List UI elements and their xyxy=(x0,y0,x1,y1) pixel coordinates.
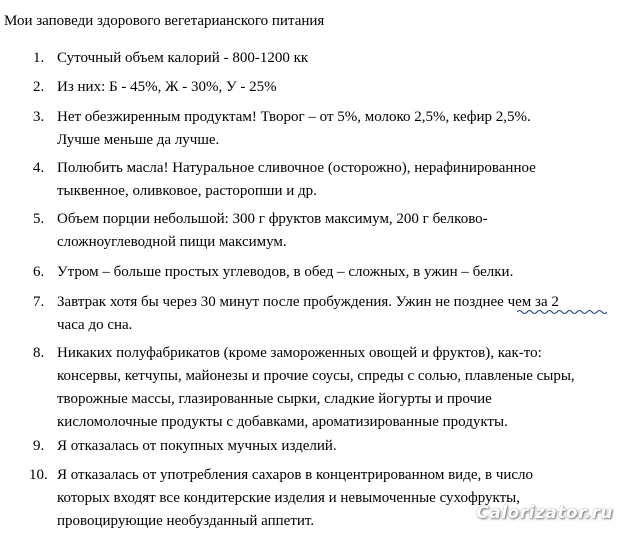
list-item-text xyxy=(57,261,622,284)
list-item-line: творожные массы, глазированные сырки, сладкие йогурты и прочие xyxy=(57,391,492,407)
list-item-line: которых входят все кондитерские изделия и невымоченные сухофрукты, xyxy=(57,490,520,506)
list-item-line: Никаких полуфабрикатов (кроме замороженных овощей и фруктов), как-то: xyxy=(57,345,542,361)
list-item-line: Я отказалась от покупных мучных изделий. xyxy=(57,438,337,454)
list-item-line: часа до сна. xyxy=(57,317,133,333)
list-item-number: 2. xyxy=(33,79,45,95)
list-item-line: провоцирующие необузданный аппетит. xyxy=(57,513,315,529)
watermark-logo: Calorizator.ru xyxy=(476,503,613,523)
list-item-line: Полюбить масла! Натуральное сливочное (осторожно), нерафинированное xyxy=(57,160,536,176)
list-item-line: сложноуглеводной пищи максимум. xyxy=(57,234,287,250)
list-item-number: 4. xyxy=(33,160,45,176)
list-item-line: Я отказалась от употребления сахаров в концентрированном виде, в число xyxy=(57,467,534,483)
spellcheck-underline xyxy=(517,309,607,315)
list-item-text xyxy=(57,342,622,434)
document-title: Мои заповеди здорового вегетарианского питания xyxy=(4,13,325,29)
list-item-number: 5. xyxy=(33,211,45,227)
list-item-line: тыквенное, оливковое, расторопши и др. xyxy=(57,183,317,199)
list-item-line: Завтрак хотя бы через 30 минут после пробуждения. Ужин не позднее чем за 2 xyxy=(57,294,559,310)
list-item-text xyxy=(57,106,622,152)
list-item-number: 6. xyxy=(33,264,45,280)
list-item-line: консервы, кетчупы, майонезы и прочие соусы, спреды с солью, плавленые сыры, xyxy=(57,368,575,384)
list-item-number: 3. xyxy=(33,109,45,125)
list-item-number: 7. xyxy=(33,294,45,310)
list-item-number: 9. xyxy=(33,438,45,454)
spellcheck-underline-wave xyxy=(517,311,607,314)
list-item-line: Из них: Б - 45%, Ж - 30%, У - 25% xyxy=(57,79,277,95)
list-item-text xyxy=(57,208,622,254)
list-item-text xyxy=(57,291,622,337)
list-item-number: 10. xyxy=(29,467,48,483)
list-item-line: кисломолочные продукты с добавками, ароматизированные продукты. xyxy=(57,414,508,430)
list-item-line: Лучше меньше да лучше. xyxy=(57,132,220,148)
list-item-line: Нет обезжиренным продуктам! Творог – от 5%, молоко 2,5%, кефир 2,5%. xyxy=(57,109,531,125)
list-item-text xyxy=(57,157,622,203)
list-item-line: Объем порции небольшой: 300 г фруктов максимум, 200 г белково- xyxy=(57,211,488,227)
list-item-text xyxy=(57,435,622,458)
list-item-number: 1. xyxy=(33,50,45,66)
list-item-text xyxy=(57,76,622,99)
list-item-line: Суточный объем калорий - 800-1200 кк xyxy=(57,50,309,66)
list-item-line: Утром – больше простых углеводов, в обед – сложных, в ужин – белки. xyxy=(57,264,514,280)
list-item-text xyxy=(57,47,622,70)
list-item-number: 8. xyxy=(33,345,45,361)
